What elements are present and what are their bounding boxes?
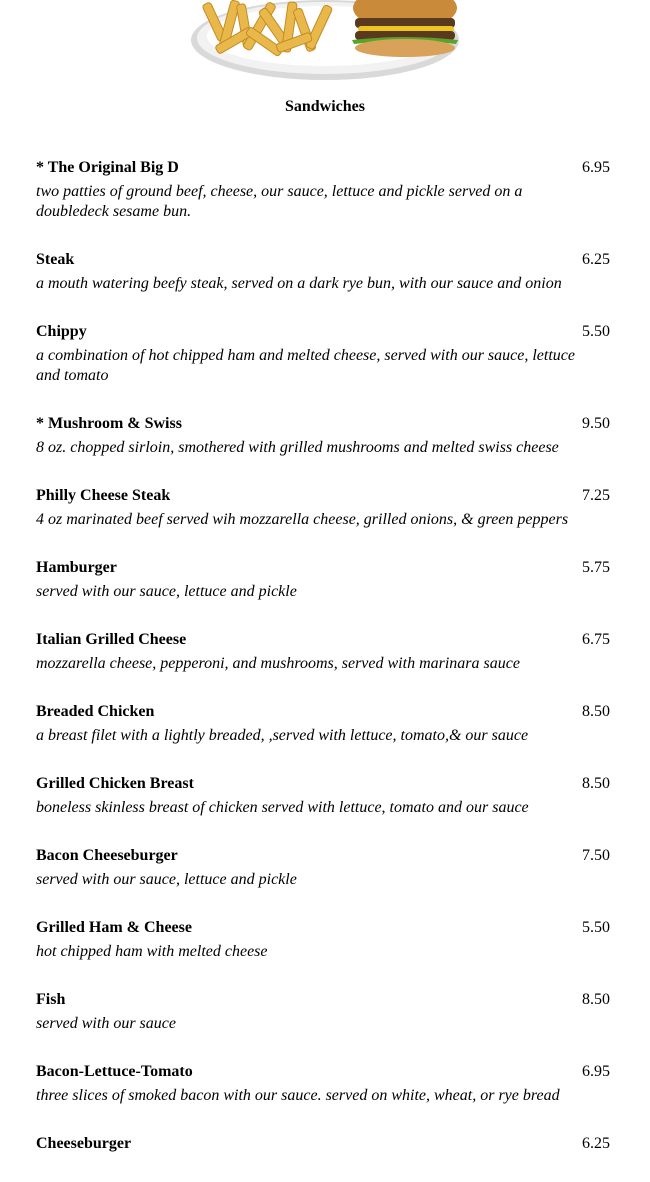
menu-item-description: mozzarella cheese, pepperoni, and mushrooms, served with marinara sauce <box>36 655 520 672</box>
menu-item-price: 7.50 <box>582 847 610 864</box>
menu-item-price: 9.50 <box>582 415 610 432</box>
menu-item <box>36 918 610 962</box>
menu-item <box>36 250 610 294</box>
menu-item <box>36 158 610 222</box>
menu-item-name: Chippy <box>36 323 87 340</box>
menu-item <box>36 558 610 602</box>
menu-item-name: Italian Grilled Cheese <box>36 631 187 648</box>
menu-item <box>36 702 610 746</box>
menu-item-description: boneless skinless breast of chicken served with lettuce, tomato and our sauce <box>36 799 529 816</box>
menu-item <box>36 630 610 674</box>
menu-item-description: served with our sauce <box>36 1015 176 1032</box>
menu-item <box>36 322 610 386</box>
menu-item-name: * Mushroom & Swiss <box>36 415 182 432</box>
menu-item-price: 6.75 <box>582 631 610 648</box>
menu-item-name: Steak <box>36 251 75 268</box>
menu-item-price: 8.50 <box>582 775 610 792</box>
menu-item-price: 5.75 <box>582 559 610 576</box>
menu-item-description: 4 oz marinated beef served wih mozzarella cheese, grilled onions, & green peppers <box>36 511 569 528</box>
menu-item-price: 6.95 <box>582 159 610 176</box>
menu-item-description: served with our sauce, lettuce and pickle <box>36 871 297 888</box>
menu-item-name: Grilled Ham & Cheese <box>36 919 192 936</box>
burger-and-fries-icon <box>190 0 460 82</box>
sandwich-menu-list <box>36 158 610 1182</box>
menu-item-price: 7.25 <box>582 487 610 504</box>
menu-item-description: served with our sauce, lettuce and pickle <box>36 583 297 600</box>
menu-item-name: Cheeseburger <box>36 1135 132 1152</box>
menu-item <box>36 1134 610 1154</box>
menu-item-price: 8.50 <box>582 703 610 720</box>
menu-item-name: Grilled Chicken Breast <box>36 775 194 792</box>
menu-item-description: a breast filet with a lightly breaded, ,served with lettuce, tomato,& our sauce <box>36 727 529 744</box>
menu-item <box>36 774 610 818</box>
menu-item-name: Fish <box>36 991 66 1008</box>
menu-item-description: a mouth watering beefy steak, served on a dark rye bun, with our sauce and onion <box>36 275 562 292</box>
menu-item-price: 6.25 <box>582 1135 610 1152</box>
menu-item <box>36 414 610 458</box>
menu-item-description: three slices of smoked bacon with our sauce. served on white, wheat, or rye bread <box>36 1087 560 1104</box>
menu-item <box>36 1062 610 1106</box>
menu-item-name: Breaded Chicken <box>36 703 155 720</box>
menu-item <box>36 486 610 530</box>
menu-item-name: Bacon Cheeseburger <box>36 847 178 864</box>
menu-item-name: Bacon-Lettuce-Tomato <box>36 1063 193 1080</box>
menu-item <box>36 846 610 890</box>
menu-item-name: Hamburger <box>36 559 117 576</box>
menu-item-price: 8.50 <box>582 991 610 1008</box>
menu-item-description: 8 oz. chopped sirloin, smothered with grilled mushrooms and melted swiss cheese <box>36 439 559 456</box>
section-title: Sandwiches <box>284 98 366 115</box>
menu-item-description: hot chipped ham with melted cheese <box>36 943 268 960</box>
menu-item-description: two patties of ground beef, cheese, our sauce, lettuce and pickle served on a doubledeck sesame bun. <box>36 183 523 220</box>
menu-item-price: 5.50 <box>582 919 610 936</box>
menu-item-price: 6.95 <box>582 1063 610 1080</box>
menu-item-name: * The Original Big D <box>36 159 179 176</box>
menu-item-price: 6.25 <box>582 251 610 268</box>
menu-item-description: a combination of hot chipped ham and melted cheese, served with our sauce, lettuce and tomato <box>36 347 575 384</box>
menu-item-price: 5.50 <box>582 323 610 340</box>
menu-item-name: Philly Cheese Steak <box>36 487 171 504</box>
burger-and-fries-image <box>190 0 460 82</box>
menu-item <box>36 990 610 1034</box>
